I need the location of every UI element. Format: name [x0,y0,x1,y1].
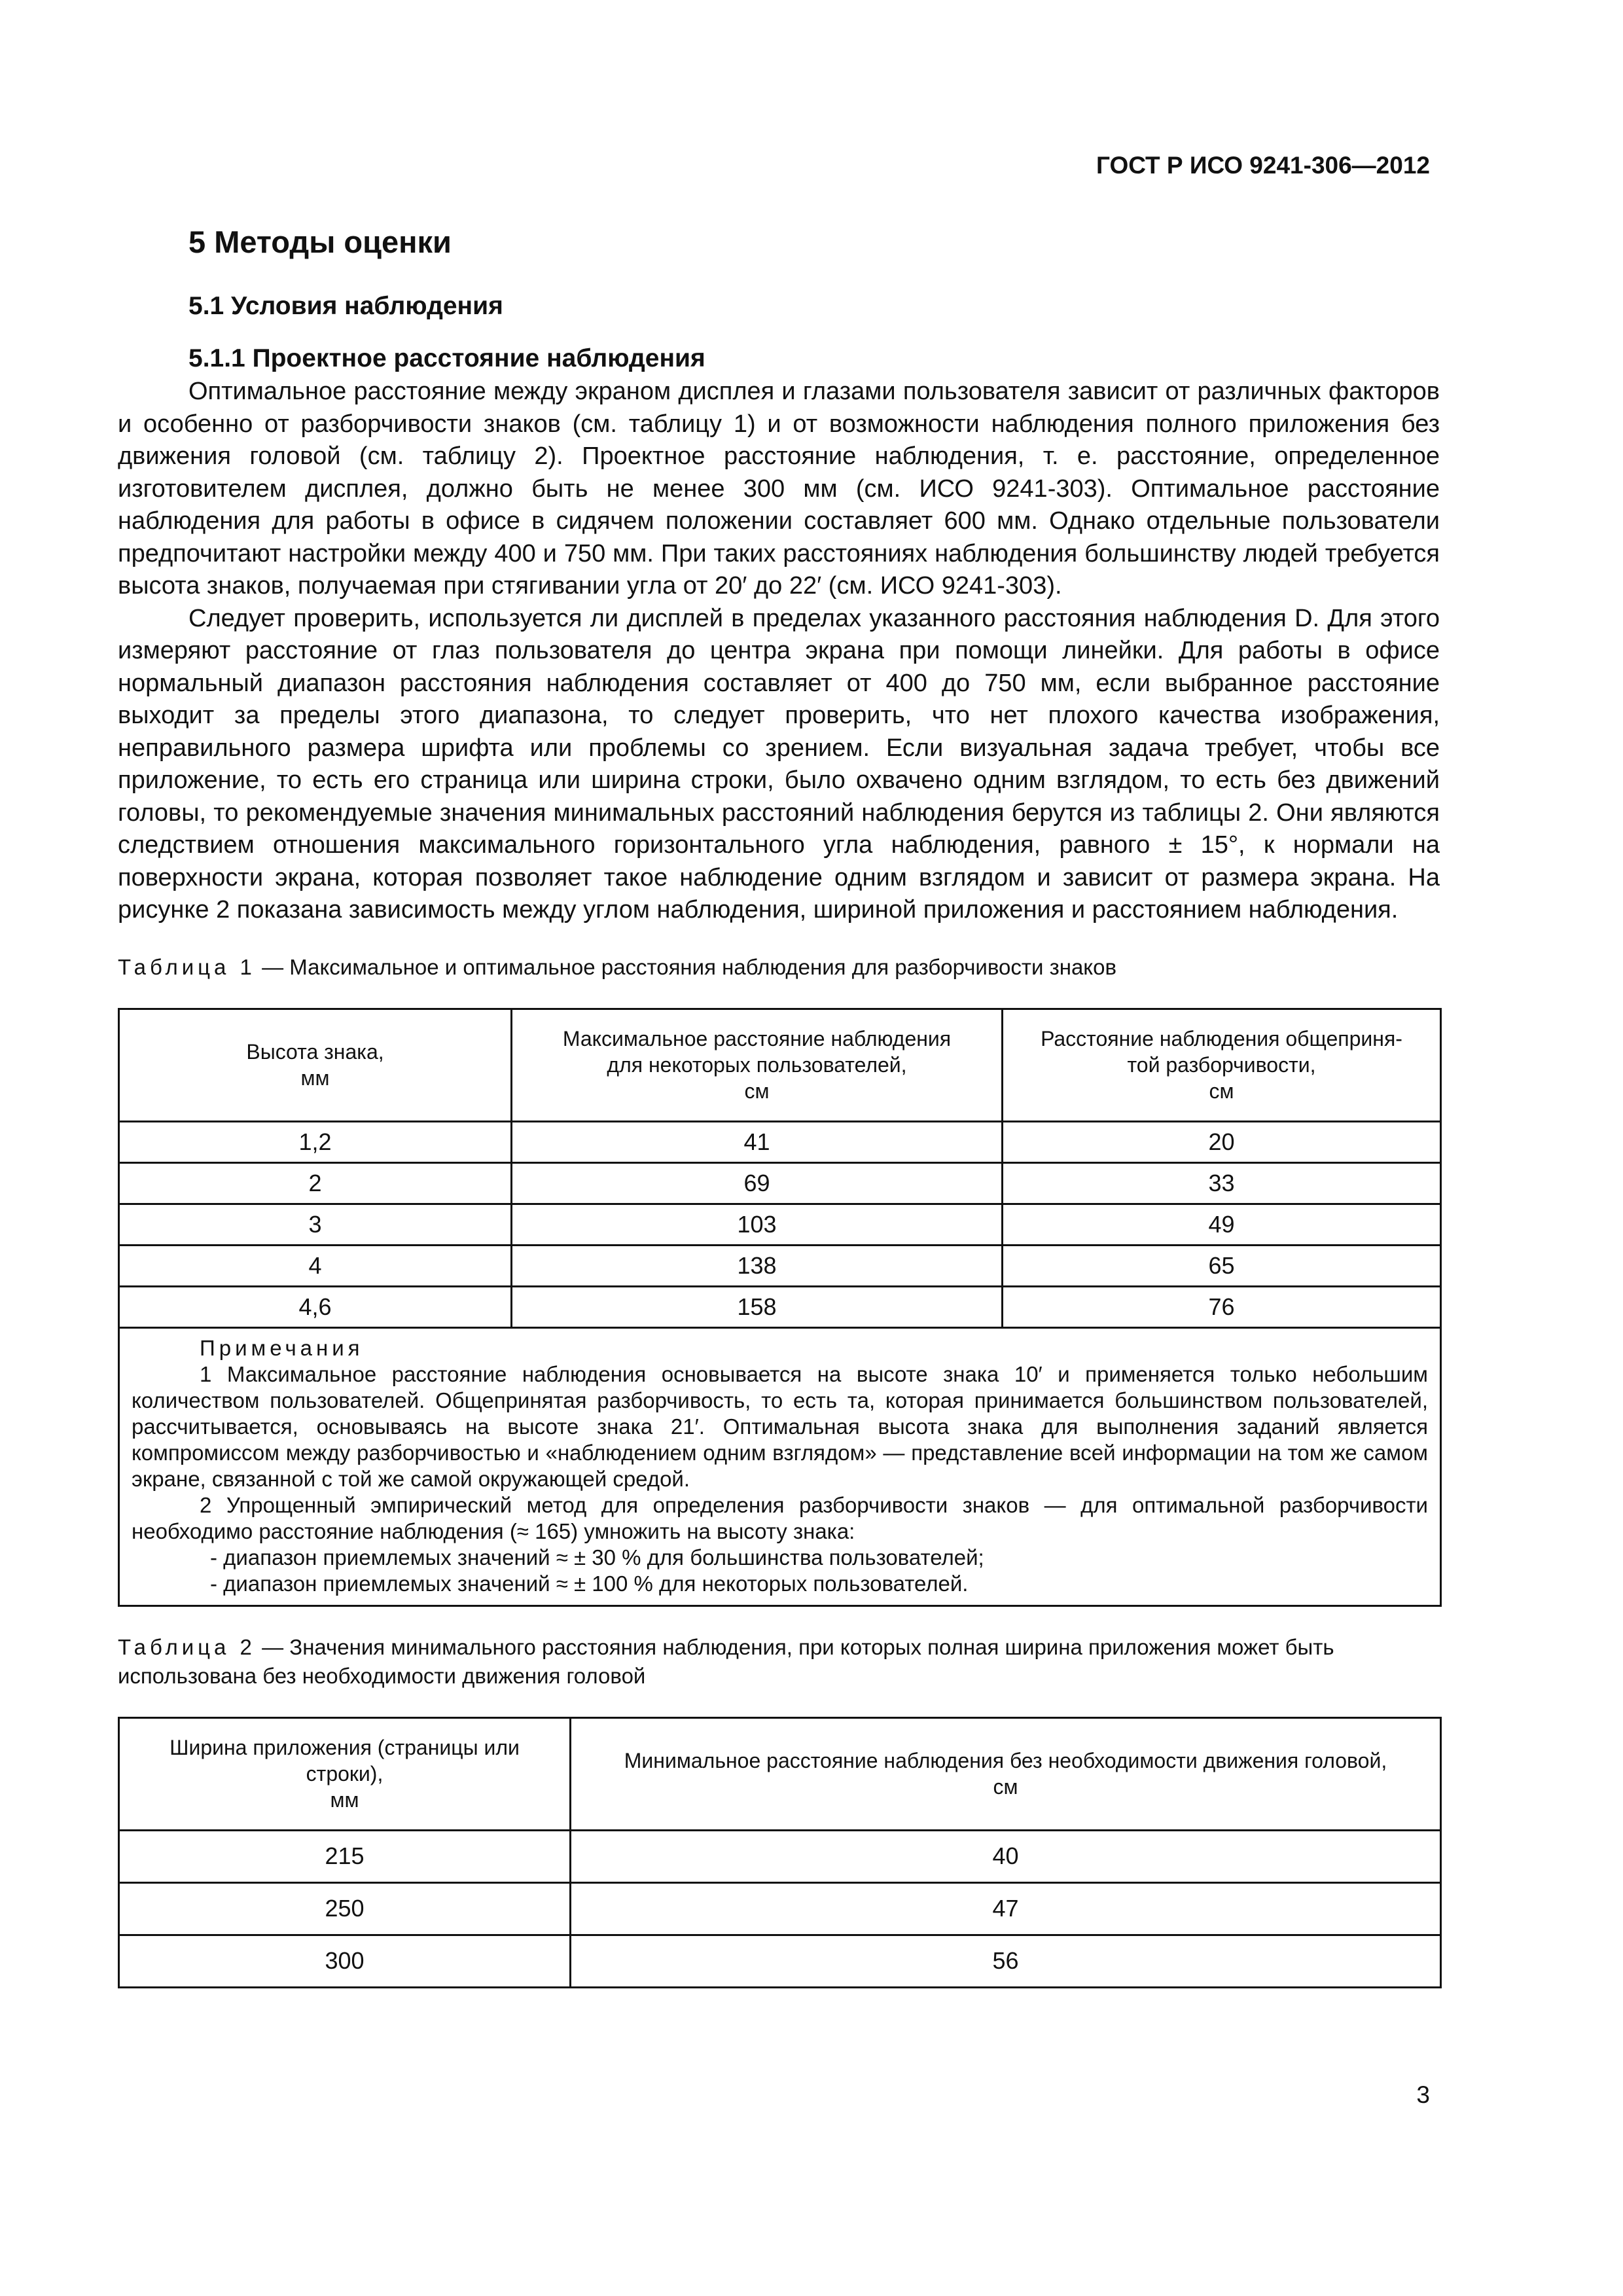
paragraph-viewing-distance: Оптимальное расстояние между экраном дисплея и глазами пользователя зависит от различных факторов и особенно от разборчивости знаков (см. таблицу 1) и от возможности наблюдения полного приложения без движения головой (см. таблицу 2). Проектное расстояние наблюдения, т. е. расстояние, определенное изготовителем дисплея, должно быть не менее 300 мм (см. ИСО 9241-303). Оптимальное расстояние наблюдения для работы в офисе в сидячем положении составляет 600 мм. Однако отдельные пользователи предпочитают настройки между 400 и 750 мм. При таких расстояниях наблюдения большинству людей требуется высота знаков, получаемая при стягивании угла от 20′ до 22′ (см. ИСО 9241-303). [118,378,1440,600]
table1-header-line: Расстояние наблюдения общеприня- [1041,1027,1402,1050]
document-code-header: ГОСТ Р ИСО 9241-306—2012 [1096,152,1430,179]
table1-header-common-distance [1003,1009,1441,1121]
paragraph-verification: Следует проверить, используется ли дисплей в пределах указанного расстояния наблюдения D. Для этого измеряют расстояние от глаз пользователя до центра экрана при помощи линейки. Для работы в офисе нормальный диапазон расстояния наблюдения составляет от 400 до 750 мм, если выбранное расстояние выходит за пределы этого диапазона, то следует проверить, что нет плохого качества изображения, неправильного размера шрифта или проблемы со зрением. Если визуальная задача требует, чтобы все приложение, то есть его страница или ширина строки, было охвачено одним взглядом, то есть без движений головы, то рекомендуемые значения минимальных расстояний наблюдения берутся из таблицы 2. Они являются следствием отношения максимального горизонтального угла наблюдения, равного ± 15°, к нормали на поверхности экрана, которая позволяет такое наблюдение одним взглядом и зависит от размера экрана. На рисунке 2 показана зависимость между углом наблюдения, шириной приложения и расстоянием наблюдения. [118,604,1440,924]
table1-legibility-distances [118,1008,1442,1607]
table-row [119,1121,1441,1162]
table-row [119,1935,1441,1987]
table-row [119,1830,1441,1882]
table2-header-app-width [119,1717,571,1830]
table2-header-line: Ширина приложения (страницы или [169,1736,520,1759]
page-content [118,223,1440,1988]
table1-header-row [119,1009,1441,1121]
table1-header-max-distance [512,1009,1003,1121]
page-number: 3 [1416,2081,1430,2108]
table-cell: 215 [119,1830,571,1882]
table1-header-line: мм [300,1066,330,1090]
table-cell: 300 [119,1935,571,1987]
table-cell: 47 [571,1882,1441,1935]
table-cell: 4 [119,1245,512,1286]
note-2: 2 Упрощенный эмпирический метод для определения разборчивости знаков — для оптимальной разборчивости необходимо расстояние наблюдения (≈ 165) умножить на высоту знака: [132,1492,1428,1543]
table-cell: 65 [1003,1245,1441,1286]
table1-notes-row [119,1327,1441,1605]
table-cell: 56 [571,1935,1441,1987]
table-cell: 40 [571,1830,1441,1882]
table2-min-viewing-distance [118,1717,1442,1988]
subsubsection-title: 5.1.1 Проектное расстояние наблюдения [188,344,705,372]
table2-caption [118,1633,1440,1691]
table-cell: 3 [119,1204,512,1245]
table-cell: 49 [1003,1204,1441,1245]
section-title: 5 Методы оценки [188,224,452,259]
note-2-range-majority: - диапазон приемлемых значений ≈ ± 30 % для большинства пользователей; [210,1545,984,1570]
table-row [119,1204,1441,1245]
table2-header-row [119,1717,1441,1830]
table1-header-char-height [119,1009,512,1121]
table-cell: 20 [1003,1121,1441,1162]
table2-header-line: строки), [306,1762,383,1785]
table1-header-line: Максимальное расстояние наблюдения [562,1027,952,1050]
table2-header-line: Минимальное расстояние наблюдения без необходимости движения головой, [624,1749,1387,1772]
table-cell: 76 [1003,1286,1441,1327]
table2-header-min-distance [571,1717,1441,1830]
table1-header-line: Высота знака, [246,1040,384,1064]
table1-header-line: той разборчивости, [1127,1053,1316,1077]
table-cell: 250 [119,1882,571,1935]
notes-title: Примечания [200,1335,364,1360]
table-cell: 69 [512,1162,1003,1204]
table-cell: 103 [512,1204,1003,1245]
table1-caption [118,953,1440,982]
table1-caption-text: — Максимальное и оптимальное расстояния наблюдения для разборчивости знаков [255,954,1116,979]
table2-header-line: мм [330,1788,359,1812]
table-cell: 1,2 [119,1121,512,1162]
table-cell: 4,6 [119,1286,512,1327]
table1-header-line: см [744,1079,770,1103]
table1-notes [119,1327,1441,1605]
table-row [119,1882,1441,1935]
table-cell: 2 [119,1162,512,1204]
subsection-title: 5.1 Условия наблюдения [188,292,503,320]
table2-caption-label: Таблица 2 [118,1634,256,1659]
table2-caption-text: — Значения минимального расстояния наблюдения, при которых полная ширина приложения может быть использована без необходимости движения головой [118,1634,1334,1688]
table1-header-line: для некоторых пользователей, [607,1053,907,1077]
table-cell: 33 [1003,1162,1441,1204]
table1-header-line: см [1209,1079,1234,1103]
table1-caption-label: Таблица 1 [118,954,256,979]
table-row [119,1286,1441,1327]
table-cell: 138 [512,1245,1003,1286]
note-1: 1 Максимальное расстояние наблюдения основывается на высоте знака 10′ и применяется только небольшим количеством пользователей. Общепринятая разборчивость, то есть та, которая принимается большинством пользователей, рассчитывается, основываясь на высоте знака 21′. Оптимальная высота знака для выполнения заданий является компромиссом между разборчивостью и «наблюдением одним взглядом» — представление всей информации на том же самом экране, связанной с той же самой окружающей средой. [132,1361,1428,1491]
table-row [119,1162,1441,1204]
table-cell: 158 [512,1286,1003,1327]
table-cell: 41 [512,1121,1003,1162]
table2-header-line: см [993,1775,1018,1799]
note-2-range-some: - диапазон приемлемых значений ≈ ± 100 % для некоторых пользователей. [210,1571,969,1596]
table-row [119,1245,1441,1286]
